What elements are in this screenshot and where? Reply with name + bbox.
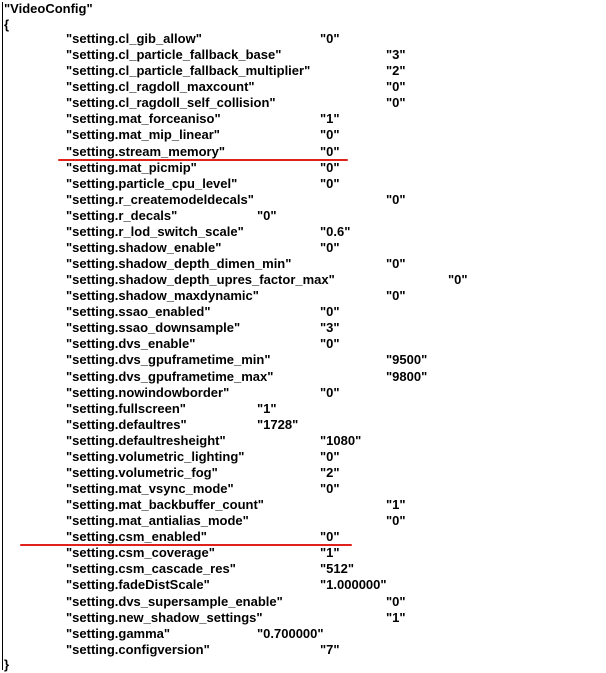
setting-value: "1.000000" xyxy=(320,577,387,593)
setting-key: "setting.stream_memory" xyxy=(66,143,225,159)
setting-key: "setting.dvs_gpuframetime_max" xyxy=(66,368,274,384)
setting-value: "0" xyxy=(448,272,468,288)
setting-key: "setting.cl_particle_fallback_multiplier" xyxy=(66,63,311,79)
setting-key: "setting.shadow_depth_upres_factor_max" xyxy=(66,272,335,288)
setting-value: "1" xyxy=(386,609,406,625)
setting-value: "3" xyxy=(320,320,340,336)
setting-value: "0" xyxy=(320,304,340,320)
setting-value: "1" xyxy=(386,497,406,512)
setting-key: "setting.fullscreen" xyxy=(66,400,186,416)
setting-key: "setting.r_lod_switch_scale" xyxy=(66,223,244,239)
setting-key: "setting.volumetric_lighting" xyxy=(66,448,245,464)
setting-value: "0" xyxy=(320,127,340,143)
setting-key: "setting.cl_ragdoll_self_collision" xyxy=(66,95,276,111)
text-cursor-line xyxy=(2,2,3,670)
setting-key: "setting.defaultres" xyxy=(66,416,187,432)
setting-key: "setting.fadeDistScale" xyxy=(66,577,210,593)
setting-value: "0" xyxy=(320,143,340,159)
setting-key: "setting.defaultresheight" xyxy=(66,432,226,448)
setting-value: "1" xyxy=(320,111,340,127)
setting-value: "3" xyxy=(386,47,406,63)
setting-value: "2" xyxy=(320,464,340,480)
setting-key: "setting.cl_gib_allow" xyxy=(66,31,202,46)
setting-value: "512" xyxy=(320,561,355,577)
close-brace: } xyxy=(4,657,10,672)
setting-key: "setting.ssao_downsample" xyxy=(66,320,241,336)
setting-key: "setting.mat_antialias_mode" xyxy=(66,513,249,529)
setting-value: "1080" xyxy=(320,432,362,448)
setting-key: "setting.csm_cascade_res" xyxy=(66,561,236,577)
setting-value: "1" xyxy=(320,545,340,561)
setting-key: "setting.cl_ragdoll_maxcount" xyxy=(66,79,255,95)
setting-key: "setting.ssao_enabled" xyxy=(66,304,211,320)
setting-key: "setting.dvs_supersample_enable" xyxy=(66,593,283,609)
setting-value: "0" xyxy=(320,384,340,400)
setting-value: "0" xyxy=(320,336,340,352)
setting-value: "0" xyxy=(320,529,340,545)
setting-value: "0" xyxy=(320,239,340,255)
setting-key: "setting.r_createmodeldecals" xyxy=(66,191,254,207)
setting-value: "0" xyxy=(386,288,406,304)
setting-key: "setting.csm_coverage" xyxy=(66,545,215,561)
setting-value: "0" xyxy=(386,593,406,609)
setting-value: "9500" xyxy=(386,352,428,368)
setting-value: "0.700000" xyxy=(257,625,324,641)
setting-value: "0" xyxy=(320,175,340,191)
setting-value: "9800" xyxy=(386,368,428,384)
setting-value: "0" xyxy=(386,79,406,95)
config-header: "VideoConfig" xyxy=(4,1,93,16)
setting-key: "setting.dvs_enable" xyxy=(66,336,196,352)
setting-key: "setting.mat_mip_linear" xyxy=(66,127,220,143)
setting-value: "0" xyxy=(320,31,340,46)
setting-value: "0" xyxy=(386,513,406,529)
setting-value: "0" xyxy=(386,191,406,207)
setting-key: "setting.dvs_gpuframetime_min" xyxy=(66,352,271,368)
setting-key: "setting.shadow_maxdynamic" xyxy=(66,288,259,304)
setting-value: "0" xyxy=(320,481,340,496)
setting-key: "setting.mat_backbuffer_count" xyxy=(66,497,264,512)
setting-key: "setting.new_shadow_settings" xyxy=(66,609,263,625)
setting-value: "1" xyxy=(257,400,277,416)
setting-key: "setting.nowindowborder" xyxy=(66,384,230,400)
setting-key: "setting.volumetric_fog" xyxy=(66,464,218,480)
setting-value: "2" xyxy=(386,63,406,79)
setting-value: "0.6" xyxy=(320,223,351,239)
setting-value: "0" xyxy=(386,95,406,111)
setting-key: "setting.mat_vsync_mode" xyxy=(66,481,234,496)
setting-key: "setting.r_decals" xyxy=(66,207,178,223)
setting-key: "setting.cl_particle_fallback_base" xyxy=(66,47,282,63)
setting-value: "0" xyxy=(320,159,340,175)
setting-value: "1728" xyxy=(257,416,299,432)
setting-key: "setting.csm_enabled" xyxy=(66,529,207,545)
setting-key: "setting.shadow_depth_dimen_min" xyxy=(66,256,292,271)
setting-value: "0" xyxy=(320,448,340,464)
setting-value: "0" xyxy=(257,207,277,223)
setting-key: "setting.mat_forceaniso" xyxy=(66,111,221,127)
setting-key: "setting.mat_picmip" xyxy=(66,159,197,175)
setting-value: "0" xyxy=(386,256,406,271)
setting-key: "setting.configversion" xyxy=(66,641,210,657)
setting-key: "setting.shadow_enable" xyxy=(66,239,222,255)
setting-key: "setting.particle_cpu_level" xyxy=(66,175,238,191)
setting-value: "7" xyxy=(320,641,340,657)
open-brace: { xyxy=(4,17,10,32)
setting-key: "setting.gamma" xyxy=(66,625,171,641)
